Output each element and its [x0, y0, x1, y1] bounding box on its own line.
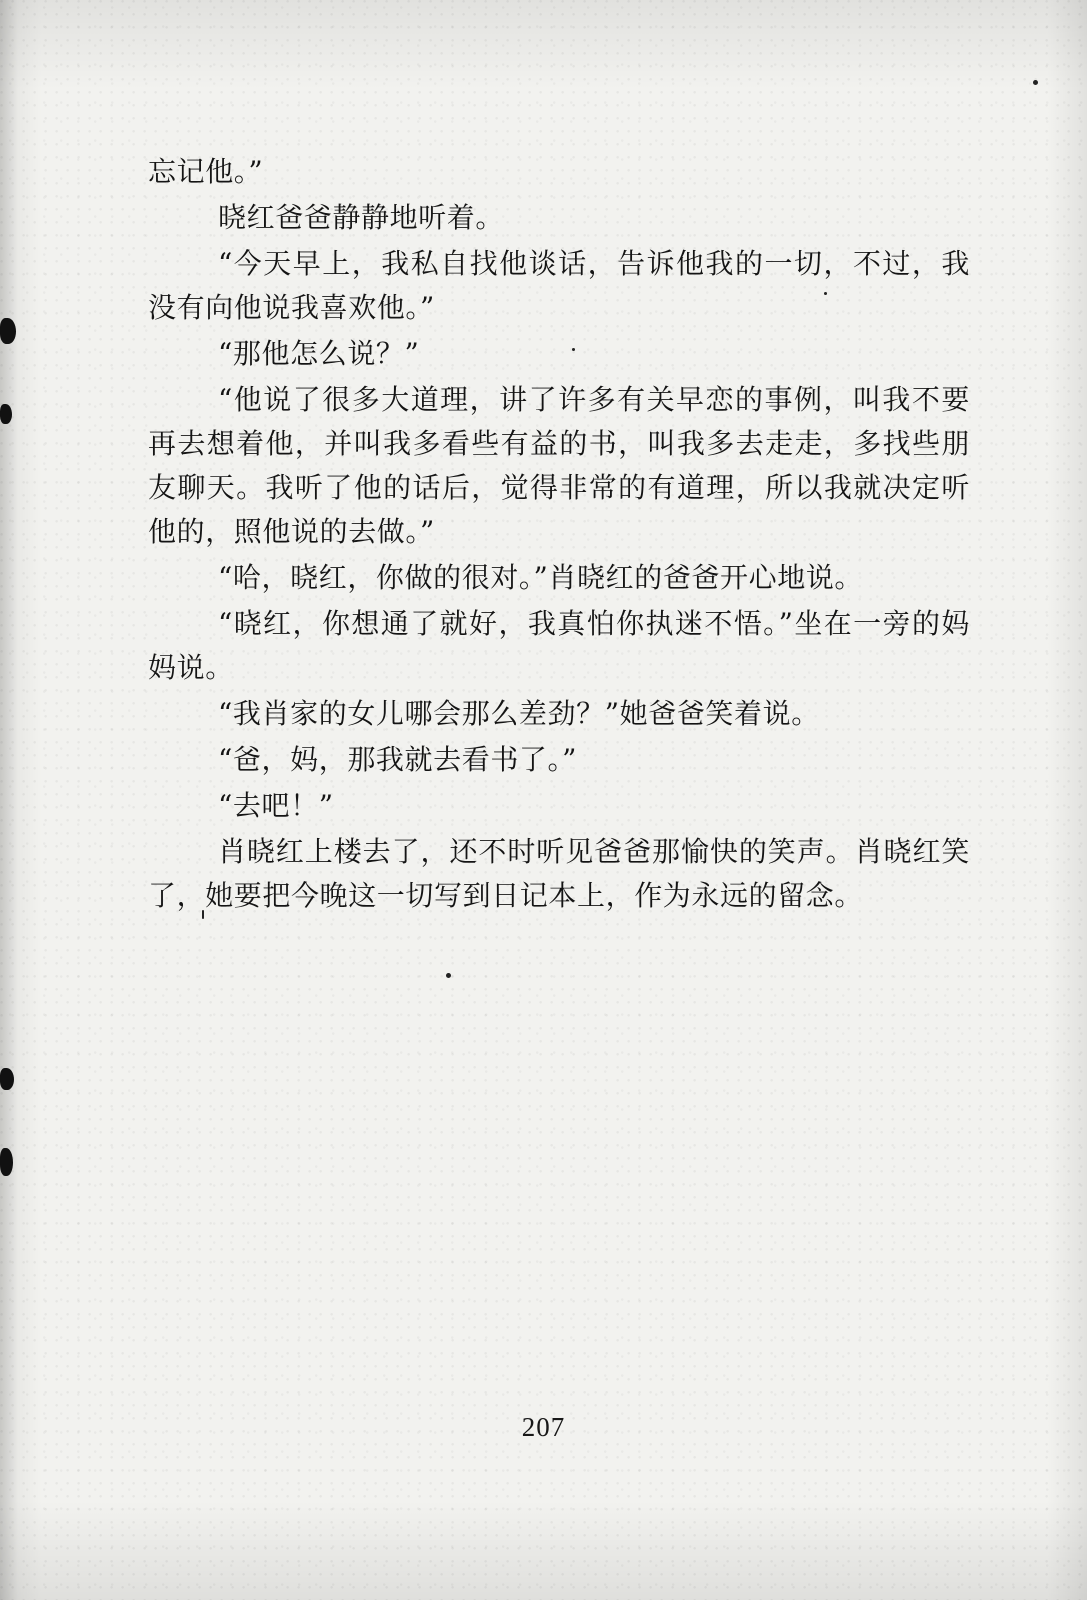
paragraph: “今天早上，我私自找他谈话，告诉他我的一切，不过，我没有向他说我喜欢他。”: [148, 247, 970, 324]
paragraph: “爸，妈，那我就去看书了。”: [218, 743, 578, 776]
page-number: 207: [521, 1412, 566, 1442]
paragraph: “晓红，你想通了就好，我真怕你执迷不悟。”坐在一旁的妈妈说。: [148, 607, 970, 684]
binding-mark: [0, 318, 16, 344]
paragraph: “他说了很多大道理，讲了许多有关早恋的事例，叫我不要再去想着他，并叫我多看些有益的书，叫我多去走走，多找些朋友聊天。我听了他的话后，觉得非常的有道理，所以我就决定听他的，照他说的去做。”: [148, 383, 970, 548]
paragraph: 忘记他。”: [148, 155, 264, 188]
paragraph: 晓红爸爸静静地听着。: [218, 201, 505, 234]
paragraph: “哈，晓红，你做的很对。”肖晓红的爸爸开心地说。: [218, 561, 864, 594]
ink-speck: [1033, 80, 1038, 85]
binding-mark: [0, 1068, 14, 1090]
paragraph: “我肖家的女儿哪会那么差劲？”她爸爸笑着说。: [218, 697, 820, 730]
binding-mark: [0, 404, 12, 424]
paragraph: “那他怎么说？”: [218, 337, 420, 370]
paragraph: “去吧！”: [218, 789, 334, 822]
binding-mark: [0, 1148, 13, 1176]
body-text: [148, 150, 970, 920]
ink-speck: [446, 973, 451, 978]
paragraph: 肖晓红上楼去了，还不时听见爸爸那愉快的笑声。肖晓红笑了，她要把今晚这一切写到日记本上，作为永远的留念。: [148, 835, 970, 912]
